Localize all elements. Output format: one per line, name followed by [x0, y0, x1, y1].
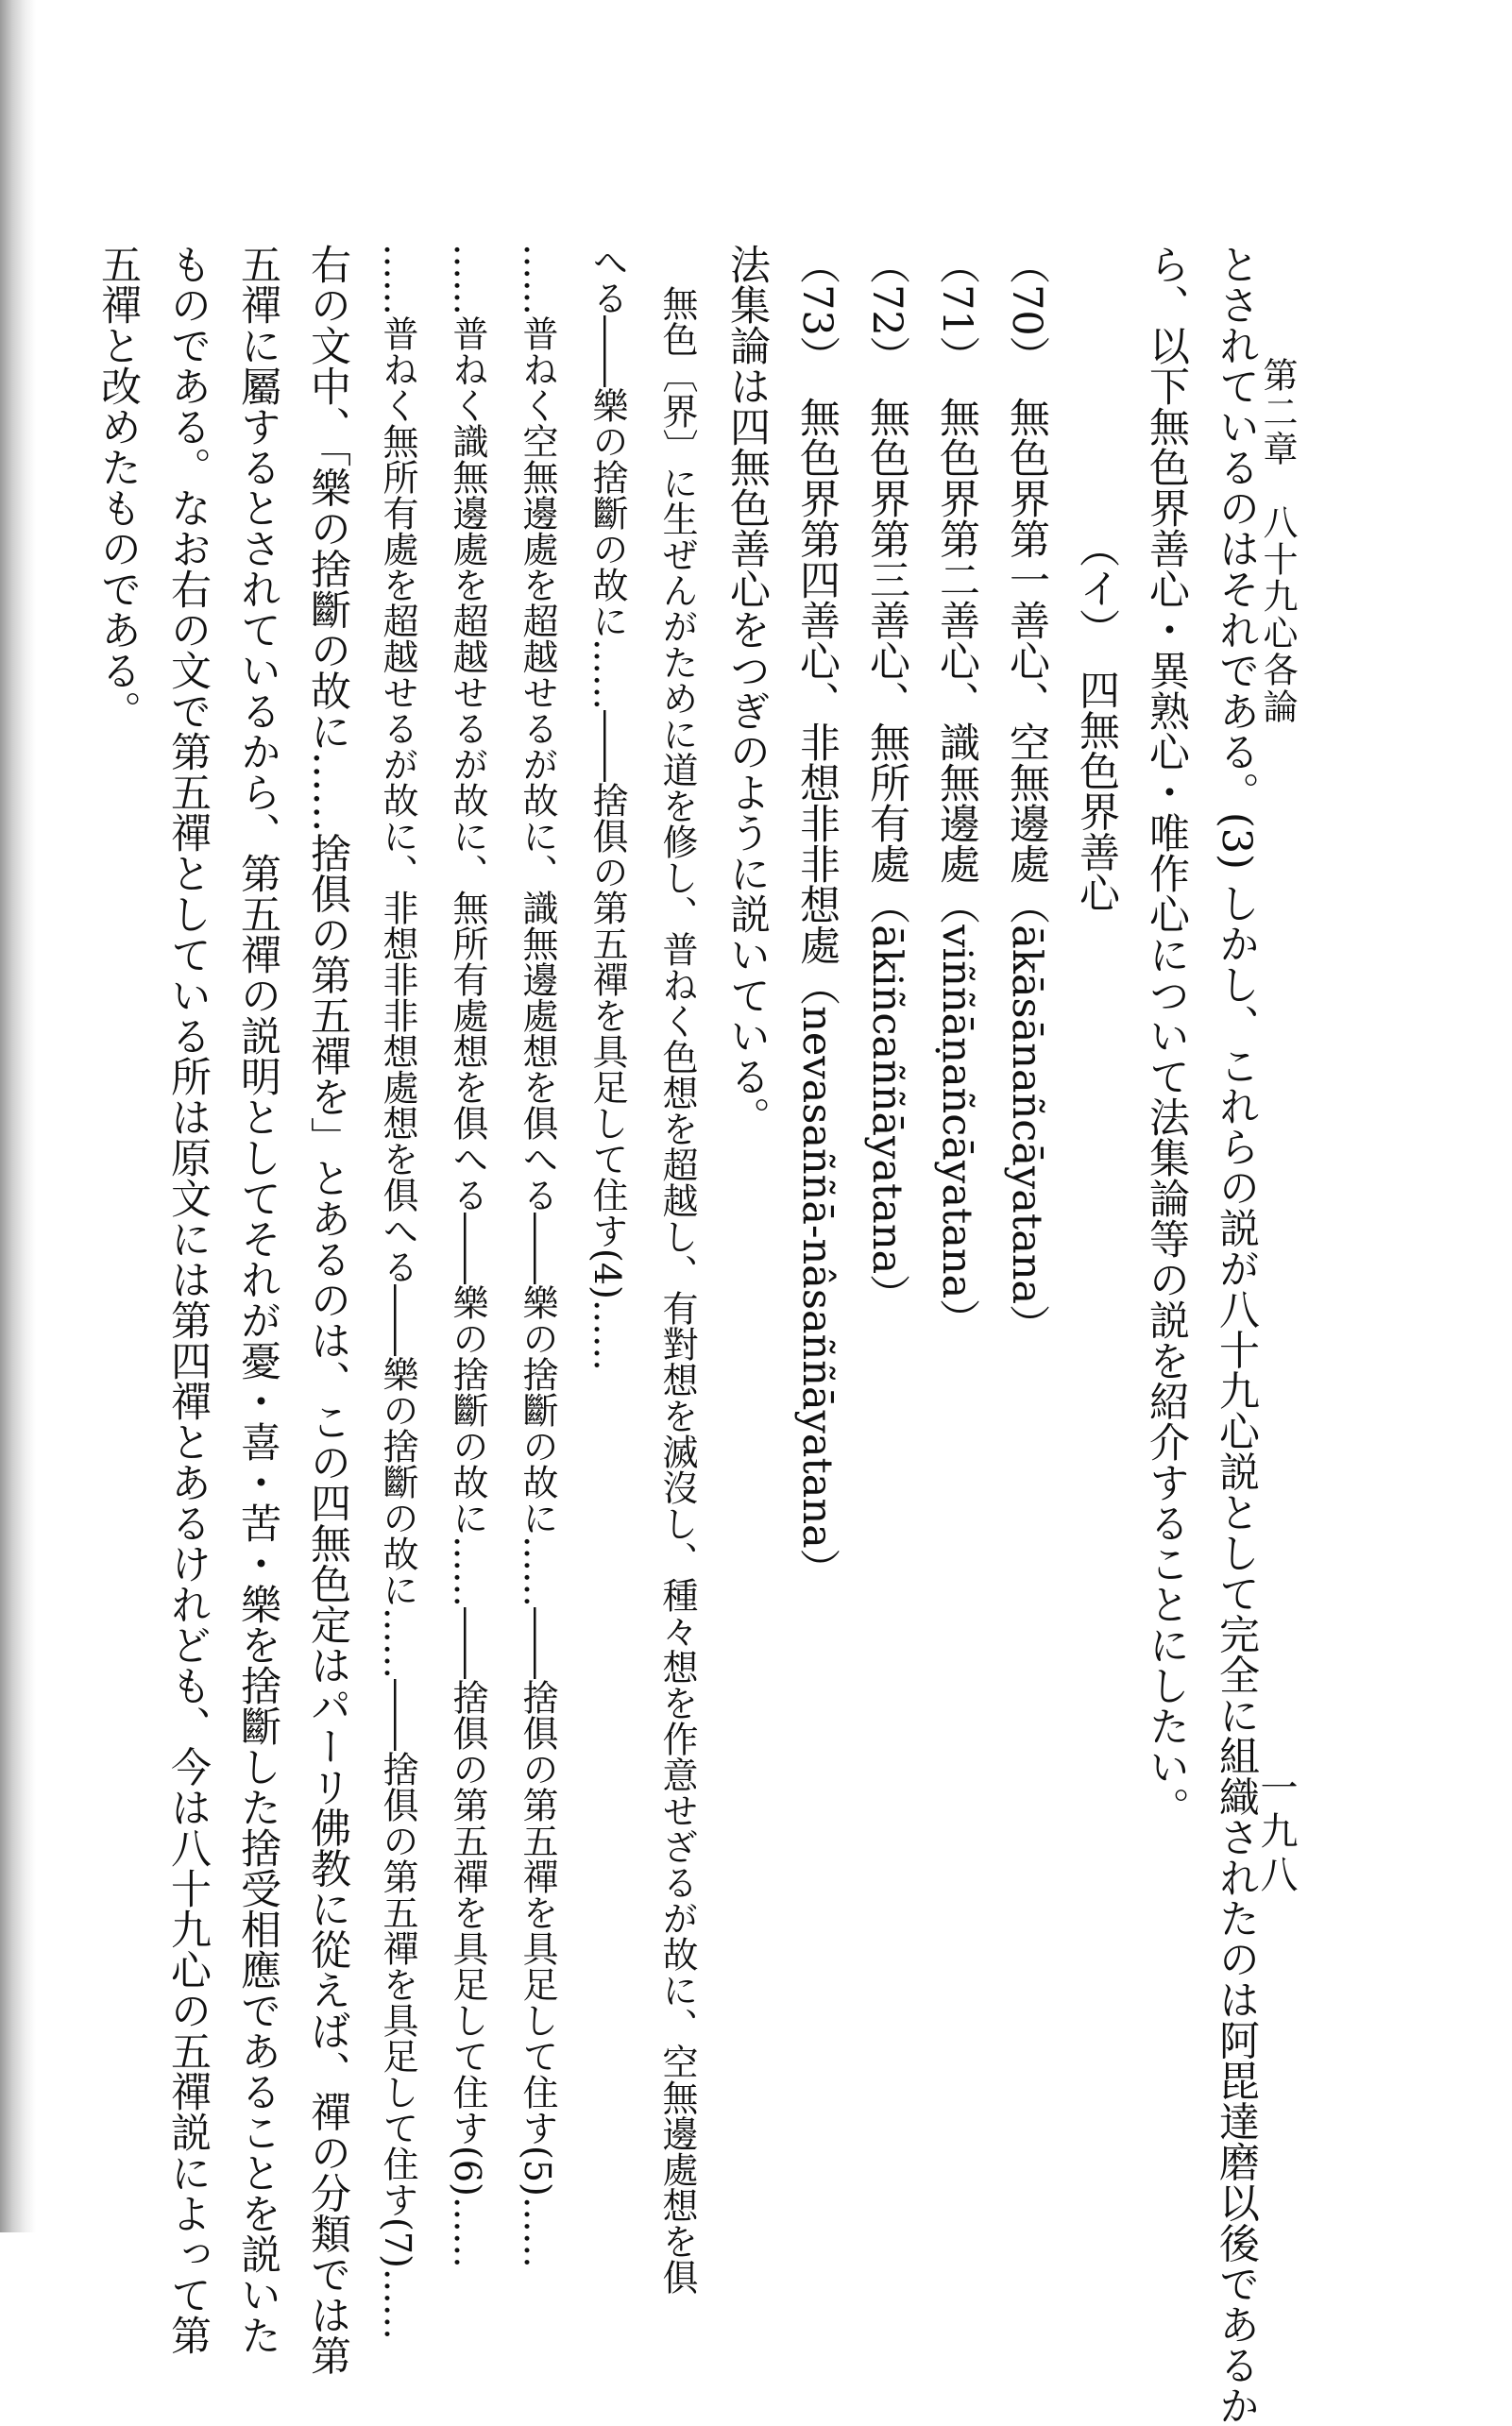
- text-line-commentary-1: 右の文中、「樂の捨斷の故に……捨俱の第五禪を」とあるのは、この四無色定はパーリ佛教に從えば、禪の分類では第: [304, 244, 351, 2376]
- section-heading: （イ） 四無色界善心: [1073, 527, 1120, 913]
- quote-line-4: ……普ねく識無邊處を超越せるが故に、無所有處想を俱へる――樂の捨斷の故に……――捨俱の第五禪を具足して住す(6)……: [447, 244, 488, 2268]
- text-line-commentary-2: 五禪に屬するとされているから、第五禪の説明としてそれが憂・喜・苦・樂を捨斷した捨受相應であることを説いた: [234, 244, 281, 2355]
- quote-line-2: へる――樂の捨斷の故に……――捨俱の第五禪を具足して住す(4)……: [586, 244, 628, 1371]
- running-head: 第二章 八十九心各論: [1257, 357, 1298, 725]
- quote-line-1: 無色〔界〕に生ぜんがために道を修し、普ねく色想を超越し、有對想を滅沒し、種々想を作意せざるが故に、空無邊處想を俱: [656, 285, 698, 2295]
- list-item-72: （72） 無色界第三善心、無所有處（ākiñcaññāyatana）: [863, 244, 910, 1315]
- text-line-commentary-4: 五禪と改めたものである。: [94, 244, 142, 731]
- text-line-intro: 法集論は四無色善心をつぎのように説いている。: [723, 244, 771, 1137]
- text-line-commentary-3: ものである。なお右の文で第五禪としている所は原文には第四禪とあるけれども、今は八十九心の五禪説によって第: [164, 244, 212, 2355]
- quote-line-3: ……普ねく空無邊處を超越せるが故に、識無邊處想を俱へる――樂の捨斷の故に……――捨俱の第五禪を具足して住す(5)……: [517, 244, 558, 2268]
- text-line-2: ら、以下無色界善心・異熟心・唯作心について法集論等の説を紹介することにしたい。: [1143, 244, 1190, 1827]
- list-item-71: （71） 無色界第二善心、識無邊處（viññāṇañcāyatana）: [933, 244, 980, 1340]
- quote-line-5: ……普ねく無所有處を超越せるが故に、非想非非想處想を俱へる――樂の捨斷の故に……――捨俱の第五禪を具足して住す(7)……: [377, 244, 418, 2340]
- page-number: 一九八: [1254, 1768, 1298, 1898]
- text-line-1: とされているのはそれである。(3) しかし、これらの説が八十九心説として完全に組織されたのは阿毘達磨以後であるか: [1213, 244, 1260, 2426]
- list-item-73: （73） 無色界第四善心、非想非非想處（nevasaññā-nâsaññāyatana）: [793, 244, 841, 1589]
- list-item-70: （70） 無色界第一善心、空無邊處（ākāsānañcāyatana）: [1003, 244, 1050, 1346]
- body-text: [94, 244, 1271, 2426]
